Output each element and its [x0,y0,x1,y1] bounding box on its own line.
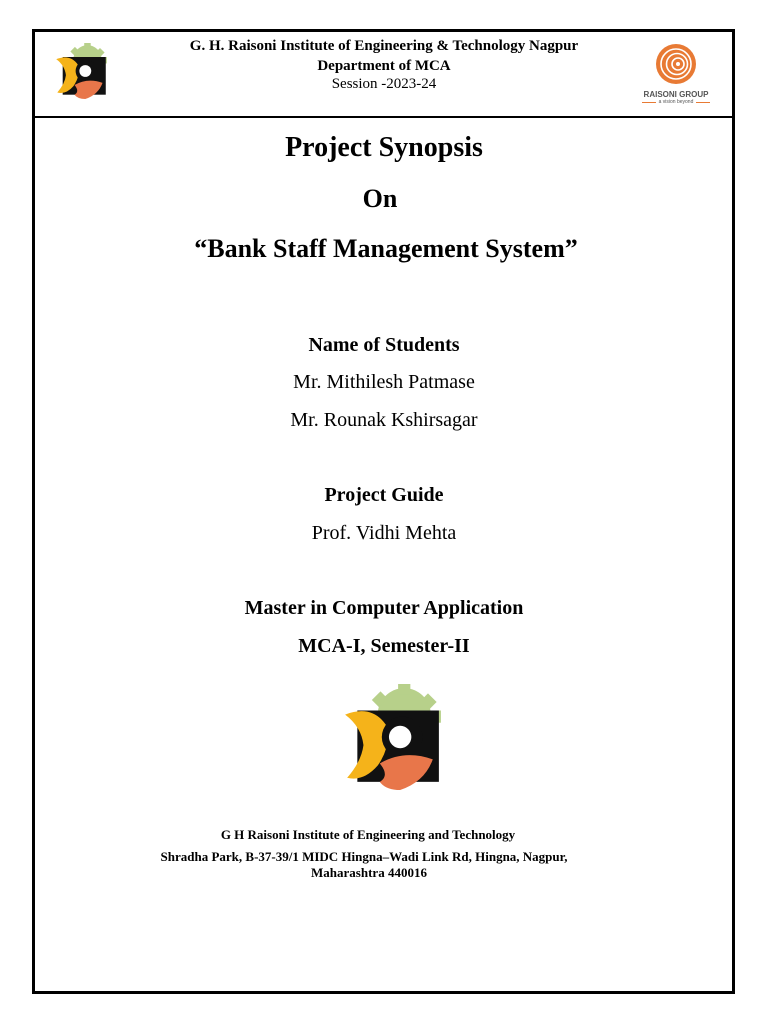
guide-heading: Project Guide [324,484,444,506]
guide-name: Prof. Vidhi Mehta [311,522,457,544]
document-title: Project Synopsis [285,132,483,163]
footer-address-line2: Maharashtra 440016 [311,865,427,880]
header-department: Department of MCA [317,58,451,74]
brand-rule-right [696,102,710,103]
brand-name: RAISONI GROUP [643,90,709,99]
students-heading: Name of Students [308,334,460,356]
college-logo-icon [54,43,108,99]
project-name: “Bank Staff Management System” [194,234,578,263]
footer-institute: G H Raisoni Institute of Engineering and Technology [220,827,516,842]
student-name: Mr. Mithilesh Patmase [293,371,475,393]
brand-tagline: a vision beyond [658,99,694,105]
student-name: Mr. Rounak Kshirsagar [290,409,478,431]
header-session: Session -2023-24 [331,76,437,92]
semester-label: MCA-I, Semester-II [298,635,470,657]
header-divider [32,116,735,118]
degree-name: Master in Computer Application [244,597,524,619]
header-institute: G. H. Raisoni Institute of Engineering & Technology Nagpur [189,38,579,54]
raisoni-group-logo [640,42,712,106]
spiral-icon [640,42,712,90]
title-on: On [362,184,398,213]
footer-address-line1: Shradha Park, B-37-39/1 MIDC Hingna–Wadi Link Rd, Hingna, Nagpur, [160,849,568,864]
college-logo-icon [338,684,446,790]
